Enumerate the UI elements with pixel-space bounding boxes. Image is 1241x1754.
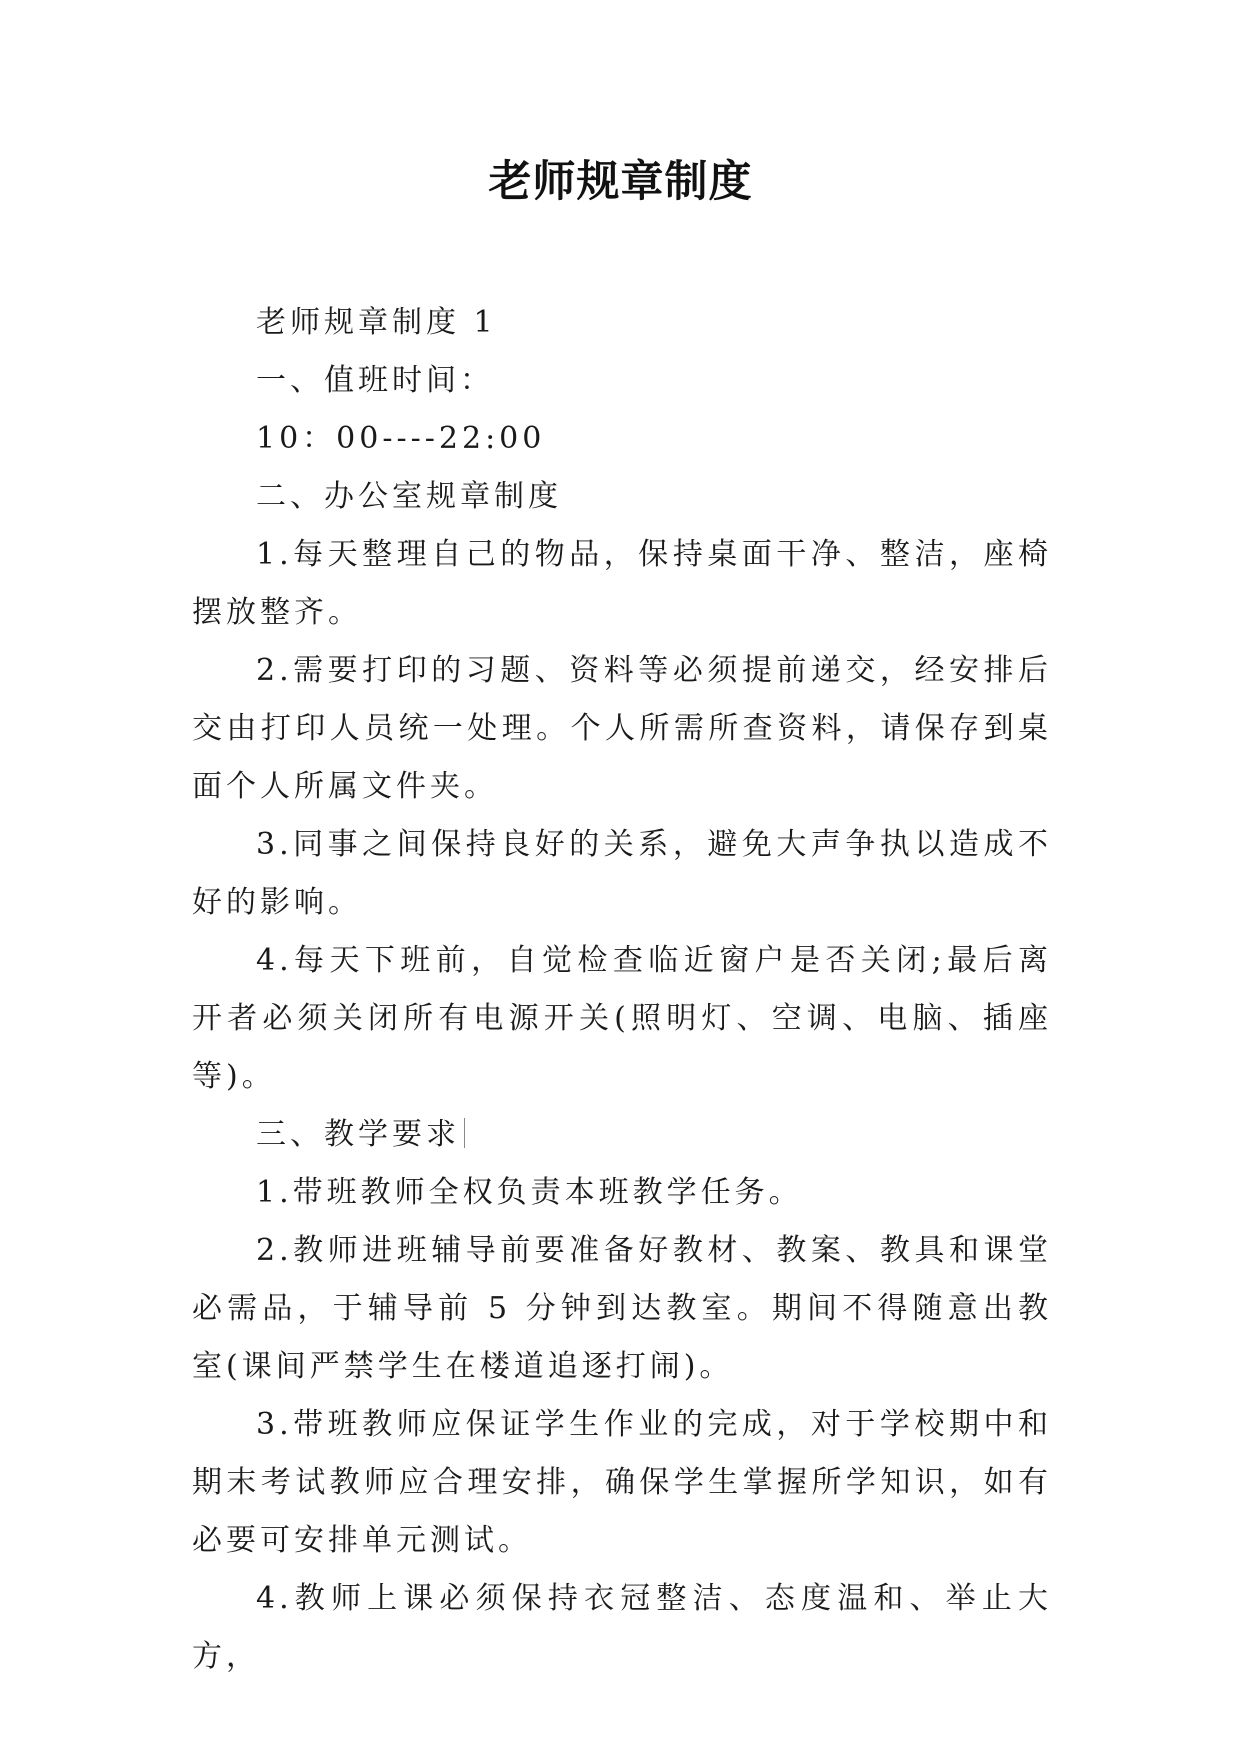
paragraph: 10：00----22:00 xyxy=(256,421,546,456)
paragraph: 3.同事之间保持良好的关系，避免大声争执以造成不好的影响。 xyxy=(192,827,1052,920)
paragraph: 2.需要打印的习题、资料等必须提前递交，经安排后交由打印人员统一处理。个人所需所查资料，请保存到桌面个人所属文件夹。 xyxy=(192,653,1052,804)
section-heading: 二、办公室规章制度 xyxy=(256,479,562,514)
paragraph: 4.教师上课必须保持衣冠整洁、态度温和、举止大方， xyxy=(192,1581,1052,1674)
section-heading: 老师规章制度 1 xyxy=(256,305,497,340)
paragraph: 4.每天下班前，自觉检查临近窗户是否关闭;最后离开者必须关闭所有电源开关(照明灯、空调、电脑、插座等)。 xyxy=(192,943,1052,1094)
section-heading: 一、值班时间： xyxy=(256,363,494,398)
paragraph: 1.每天整理自己的物品，保持桌面干净、整洁，座椅摆放整齐。 xyxy=(192,537,1052,630)
section-heading-with-cursor xyxy=(192,1106,1052,1164)
paragraph: 2.教师进班辅导前要准备好教材、教案、教具和课堂必需品，于辅导前 5 分钟到达教室。期间不得随意出教室(课间严禁学生在楼道追逐打闹)。 xyxy=(192,1233,1052,1384)
text-cursor xyxy=(464,1118,465,1148)
document-title: 老师规章制度 xyxy=(488,157,753,207)
paragraph: 1.带班教师全权负责本班教学任务。 xyxy=(256,1175,803,1210)
paragraph: 3.带班教师应保证学生作业的完成，对于学校期中和期末考试教师应合理安排，确保学生掌握所学知识，如有必要可安排单元测试。 xyxy=(192,1407,1052,1558)
document-body xyxy=(192,294,1052,1686)
section-heading: 三、教学要求 xyxy=(256,1117,460,1152)
